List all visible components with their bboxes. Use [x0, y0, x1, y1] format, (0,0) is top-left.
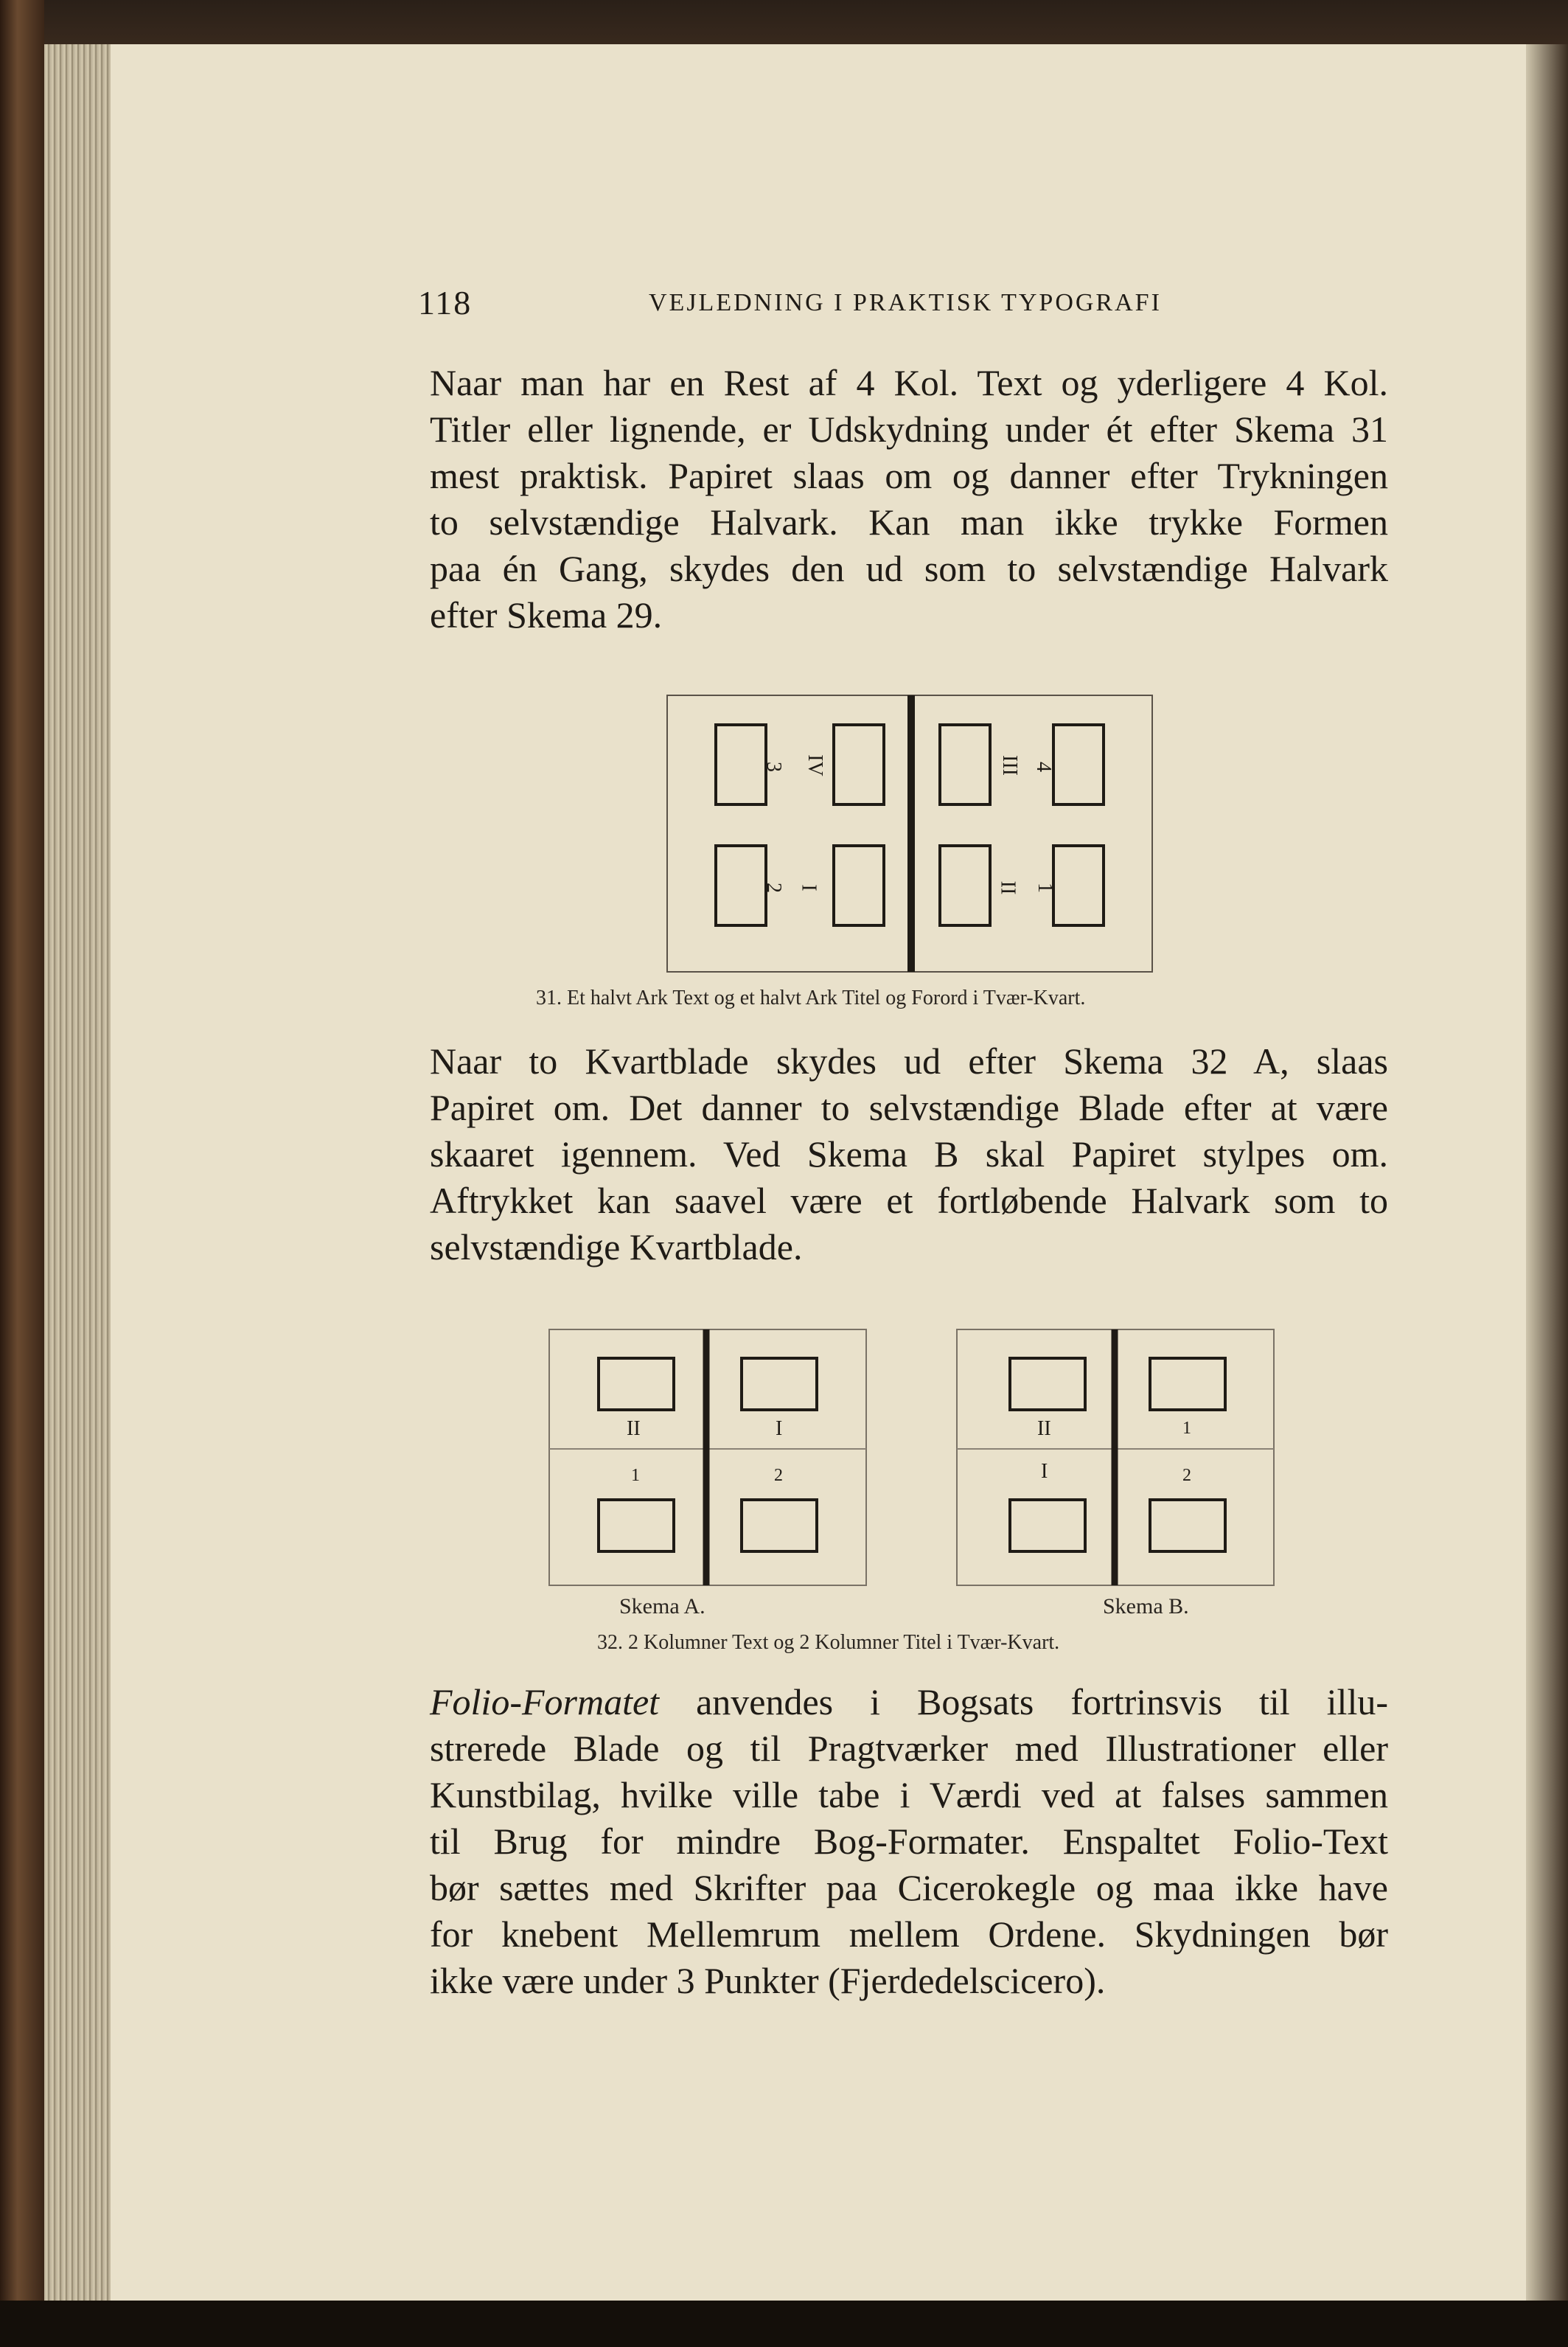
- page-box: [940, 725, 990, 804]
- fig31-label: 2: [762, 883, 785, 893]
- fig31-label: II: [996, 880, 1020, 895]
- page-box: [716, 725, 766, 804]
- fig31-label: I: [797, 884, 820, 891]
- text-line: bør sættes med Skrifter paa Cicerokegle og maa ikke have: [430, 1867, 1388, 1908]
- text-line: Papiret om. Det danner to selvstændige Blade efter at være: [430, 1087, 1388, 1128]
- text-line: strerede Blade og til Pragtværker med Illustrationer eller: [430, 1728, 1388, 1769]
- schema-a-label-top-left: II: [627, 1417, 641, 1440]
- page-box: [716, 846, 766, 925]
- page-box: [1150, 1500, 1225, 1551]
- schema-a-label-bottom-left: 1: [631, 1466, 640, 1485]
- page-number: 118: [418, 284, 473, 321]
- text-line: paa én Gang, skydes den ud som to selvstændige Halvark: [430, 548, 1388, 589]
- fig31-label: 1: [1034, 883, 1056, 893]
- page-box: [742, 1500, 817, 1551]
- figure-31-diagram: [667, 695, 1152, 972]
- text-line: Kunstbilag, hvilke ville tabe i Værdi ved at falses sammen: [430, 1774, 1388, 1815]
- fig31-label: IV: [803, 754, 826, 776]
- fig31-label: III: [997, 755, 1021, 776]
- schema-b-label-top-left: II: [1037, 1417, 1051, 1440]
- fig31-label: 4: [1032, 762, 1055, 772]
- page-box: [1010, 1500, 1085, 1551]
- schema-b-label-bottom-right: 2: [1182, 1466, 1191, 1485]
- figure-32-caption: 32. 2 Kolumner Text og 2 Kolumner Titel i Tvær-Kvart.: [597, 1631, 1060, 1654]
- text-line: [430, 1679, 1388, 1725]
- paragraph-3: [430, 1679, 1388, 2004]
- italic-term: Folio-Formatet: [430, 1681, 660, 1722]
- page-box: [940, 846, 990, 925]
- fig31-label: 3: [762, 762, 785, 772]
- text-line: efter Skema 29.: [430, 594, 663, 636]
- page-box: [599, 1500, 674, 1551]
- page-box: [834, 725, 884, 804]
- text-line: mest praktisk. Papiret slaas om og danner efter Trykningen: [430, 455, 1388, 496]
- text-line: to selvstændige Halvark. Kan man ikke trykke Formen: [430, 501, 1388, 543]
- text-line: Naar to Kvartblade skydes ud efter Skema 32 A, slaas: [430, 1040, 1388, 1082]
- page-box: [742, 1358, 817, 1410]
- text-line: Aftrykket kan saavel være et fortløbende Halvark som to: [430, 1180, 1388, 1221]
- text-line: Titler eller lignende, er Udskydning under ét efter Skema 31: [430, 408, 1388, 450]
- schema-a-label-top-right: I: [776, 1417, 783, 1440]
- page-box: [599, 1358, 674, 1410]
- paragraph-2: [430, 1038, 1388, 1270]
- page-box: [834, 846, 884, 925]
- page-box: [1010, 1358, 1085, 1410]
- schema-b-label-bottom-left: I: [1041, 1460, 1048, 1483]
- text-line: Naar man har en Rest af 4 Kol. Text og yderligere 4 Kol.: [430, 362, 1388, 403]
- page-box: [1053, 846, 1104, 925]
- text-line: selvstændige Kvartblade.: [430, 1226, 803, 1268]
- text-line: ikke være under 3 Punkter (Fjerdedelscicero).: [430, 1960, 1106, 2001]
- schema-b-title: Skema B.: [1103, 1594, 1189, 1618]
- text-line: skaaret igennem. Ved Skema B skal Papiret stylpes om.: [430, 1133, 1388, 1175]
- schema-a-label-bottom-right: 2: [774, 1466, 783, 1485]
- figure-31-caption: 31. Et halvt Ark Text og et halvt Ark Titel og Forord i Tvær-Kvart.: [536, 987, 1086, 1009]
- page-box: [1053, 725, 1104, 804]
- schema-b-label-top-right: 1: [1182, 1419, 1191, 1438]
- text-span: anvendes i Bogsats fortrinsvis til illu-: [659, 1681, 1388, 1722]
- text-line: til Brug for mindre Bog-Formater. Enspaltet Folio-Text: [430, 1821, 1388, 1862]
- running-header: VEJLEDNING I PRAKTISK TYPOGRAFI: [649, 289, 1162, 316]
- schema-a-title: Skema A.: [619, 1594, 705, 1618]
- page-box: [1150, 1358, 1225, 1410]
- figure-32-diagram: [549, 1329, 1274, 1585]
- text-line: for knebent Mellemrum mellem Ordene. Skydningen bør: [430, 1913, 1388, 1955]
